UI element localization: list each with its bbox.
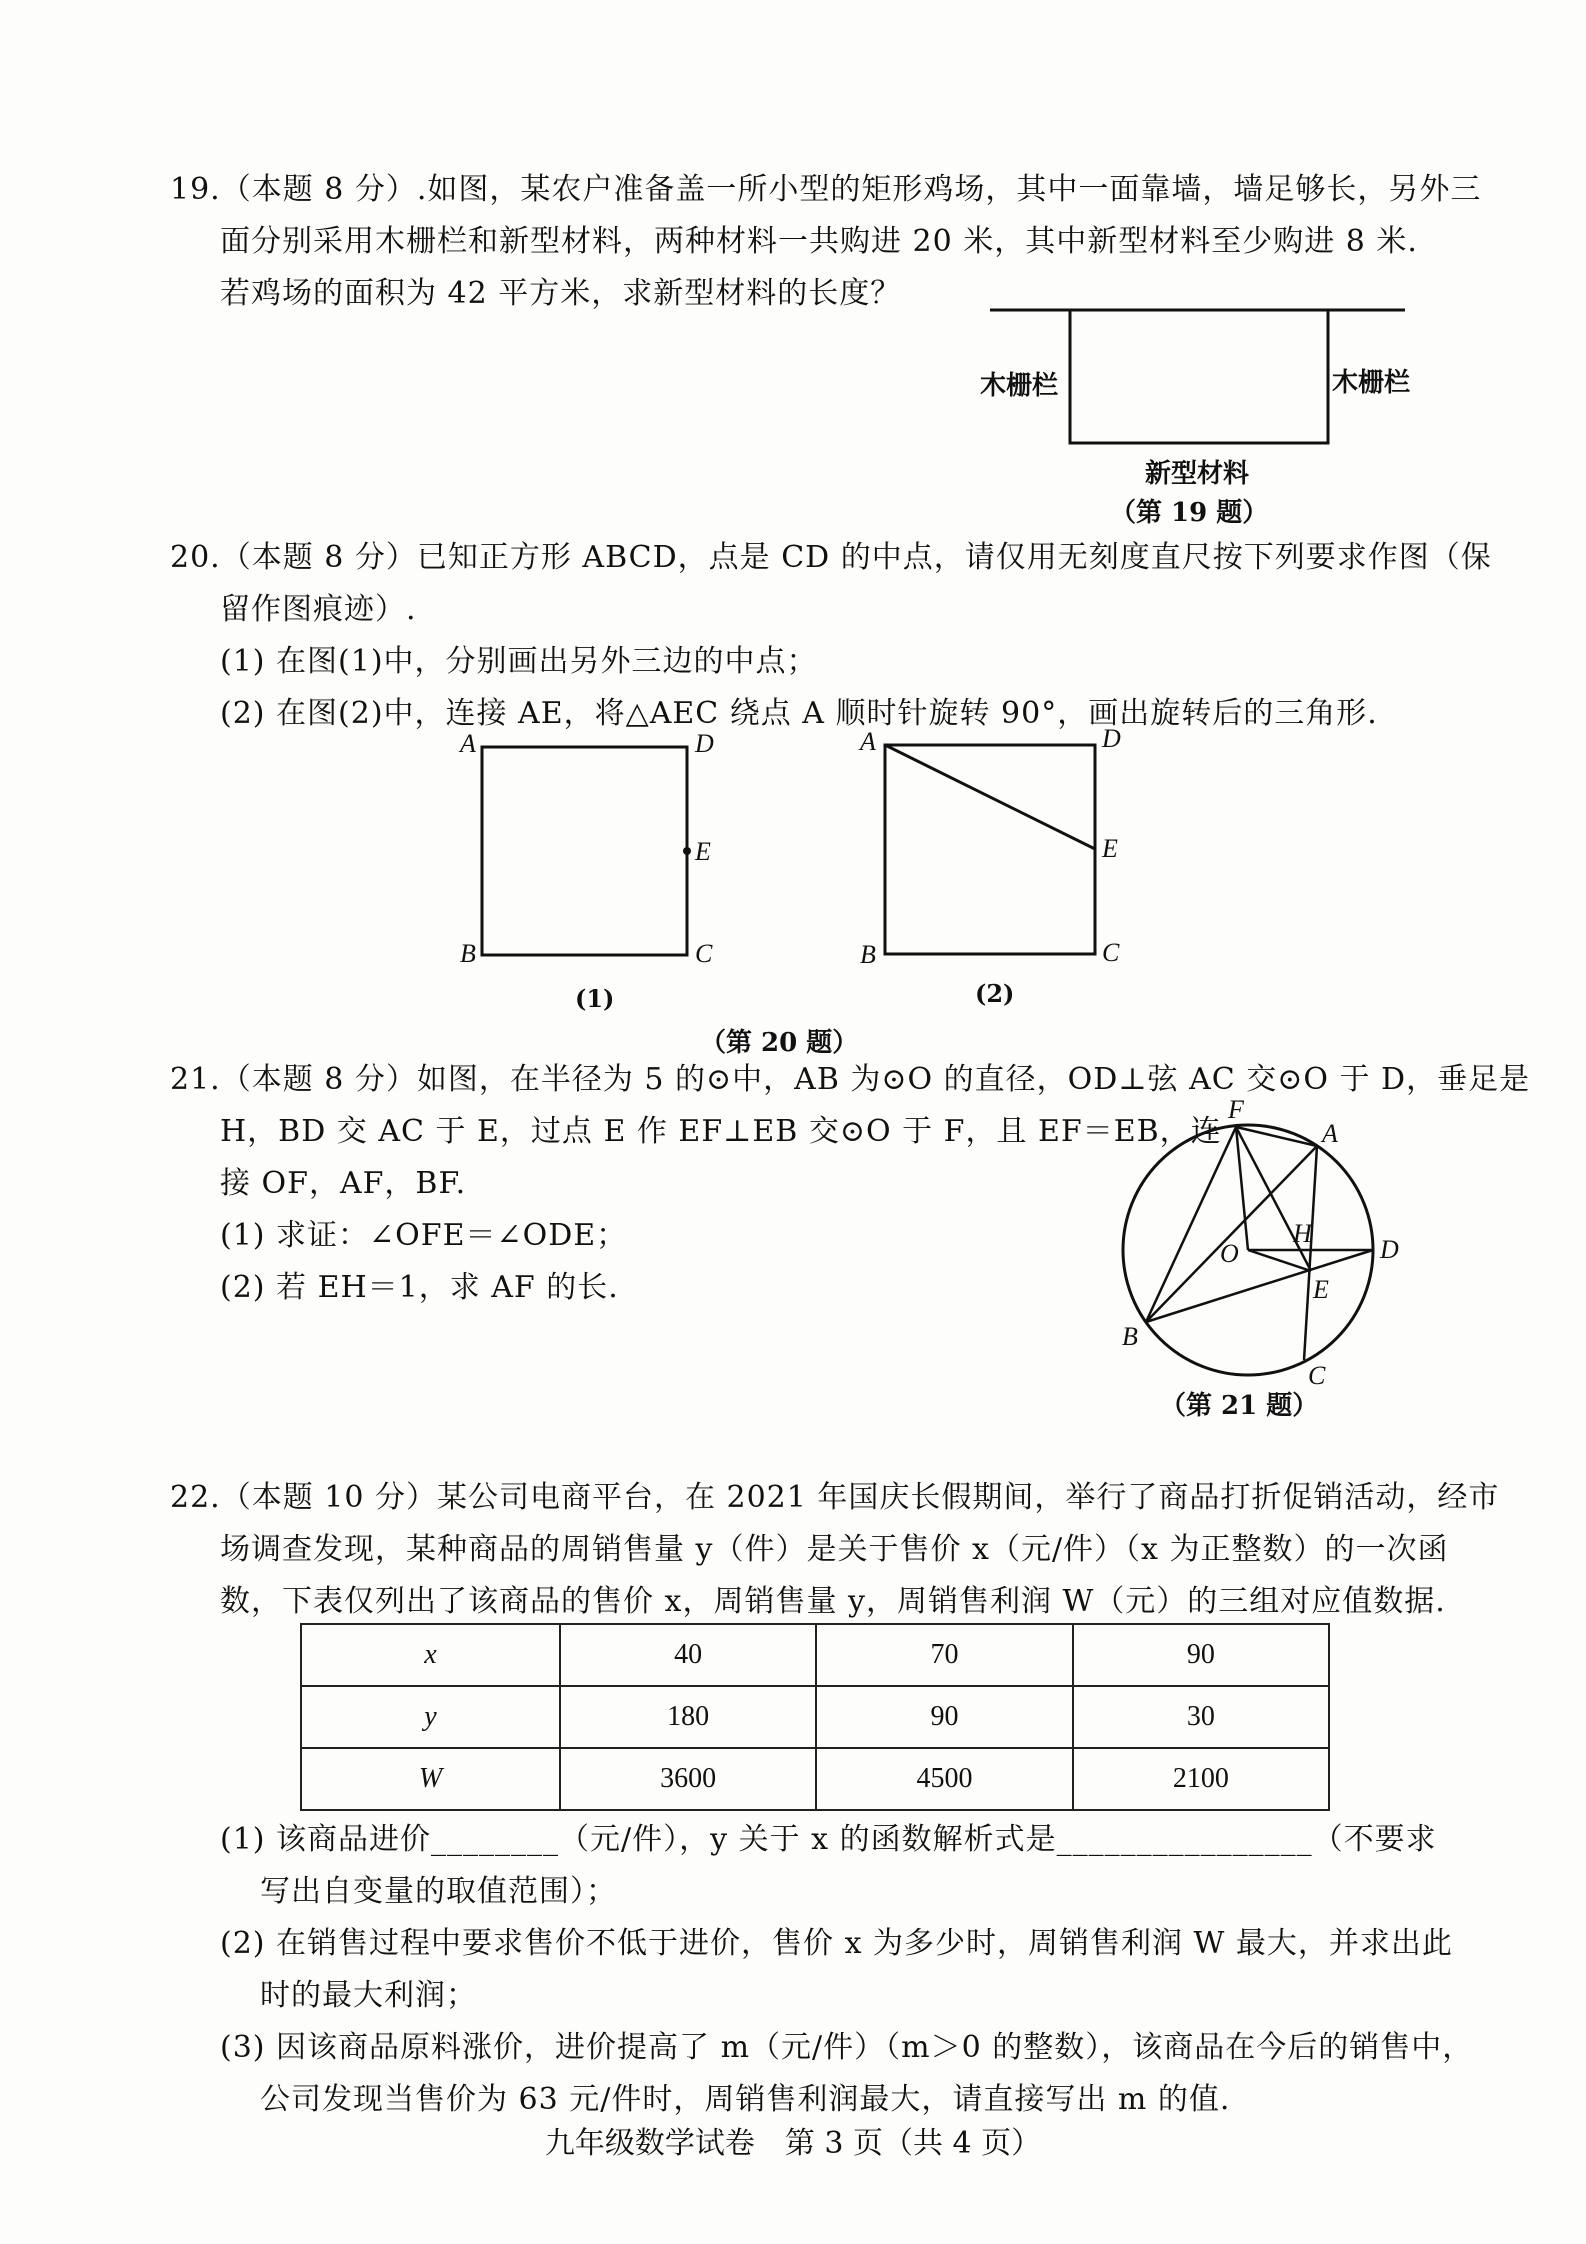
q21-caption: （第 21 题） (1160, 1391, 1319, 1421)
label-o: O (1220, 1239, 1239, 1268)
q20-figure-1 (450, 730, 730, 1030)
q19-left-label: 木栅栏 (980, 371, 1059, 401)
q19-bottom-label: 新型材料 (1145, 459, 1250, 489)
q19-right-label: 木栅栏 (1332, 368, 1411, 398)
table-cell: 40 (560, 1624, 816, 1686)
table-cell: 4500 (816, 1748, 1072, 1810)
q21-line-4: (1) 求证：∠OFE＝∠ODE； (220, 1218, 628, 1253)
q19-line-3: 若鸡场的面积为 42 平方米，求新型材料的长度？ (220, 276, 902, 311)
q21-figure (1090, 1090, 1420, 1390)
label-f: F (1228, 1095, 1244, 1124)
q19-line-2: 面分别采用木栅栏和新型材料，两种材料一共购进 20 米，其中新型材料至少购进 8 米. (220, 224, 1418, 259)
table-head-w: W (301, 1748, 560, 1810)
q22-table (300, 1623, 1330, 1811)
coop-rectangle (1070, 310, 1328, 443)
square-abcd-2 (885, 745, 1095, 954)
table-cell: 90 (1073, 1624, 1329, 1686)
q21-line-5: (2) 若 EH＝1，求 AF 的长. (220, 1270, 619, 1305)
label-c-1: C (695, 939, 713, 968)
label-b: B (1122, 1322, 1138, 1351)
square-abcd-1 (482, 747, 687, 955)
q19-figure (960, 295, 1420, 525)
q22-sub-1a: (1) 该商品进价________（元/件），y 关于 x 的函数解析式是________________（不要求 (220, 1822, 1437, 1857)
q20-line-2: 留作图痕迹）. (220, 592, 417, 627)
q22-sub-3b: 公司发现当售价为 63 元/件时，周销售利润最大，请直接写出 m 的值. (260, 2082, 1231, 2117)
q21-line-1: 21.（本题 8 分）如图，在半径为 5 的⊙中，AB 为⊙O 的直径，OD⊥弦 AC 交⊙O 于 D，垂足是 (170, 1062, 1531, 1097)
q20-figure-2 (850, 725, 1150, 1025)
label-e: E (1313, 1275, 1329, 1304)
table-row (301, 1748, 1329, 1810)
q22-line-3: 数，下表仅列出了该商品的售价 x，周销售量 y，周销售利润 W（元）的三组对应值数据. (220, 1584, 1446, 1619)
q22-sub-1b: 写出自变量的取值范围）； (260, 1874, 617, 1909)
label-d-2: D (1102, 725, 1121, 753)
point-e-1 (683, 847, 691, 855)
q20-line-1: 20.（本题 8 分）已知正方形 ABCD，点是 CD 的中点，请仅用无刻度直尺按下列要求作图（保 (170, 540, 1492, 575)
q22-sub-2b: 时的最大利润； (260, 1978, 477, 2013)
q21-line-2: H，BD 交 AC 于 E，过点 E 作 EF⊥EB 交⊙O 于 F，且 EF＝EB，连 (220, 1114, 1222, 1149)
segment-af (1236, 1127, 1317, 1146)
sub-label-1: (1) (575, 984, 615, 1013)
table-cell: 90 (816, 1686, 1072, 1748)
table-cell: 2100 (1073, 1748, 1329, 1810)
q22-sub-3a: (3) 因该商品原料涨价，进价提高了 m（元/件）（m＞0 的整数），该商品在今后的销售中， (220, 2030, 1474, 2065)
label-c: C (1308, 1361, 1326, 1390)
table-head-y: y (301, 1686, 560, 1748)
q22-line-2: 场调查发现，某种商品的周销售量 y（件）是关于售价 x（元/件）（x 为正整数）的一次函 (220, 1532, 1449, 1567)
segment-ac (1304, 1146, 1317, 1360)
label-a-2: A (860, 727, 876, 756)
table-cell: 30 (1073, 1686, 1329, 1748)
q20-line-3: (1) 在图(1)中，分别画出另外三边的中点； (220, 644, 818, 679)
q20-line-4: (2) 在图(2)中，连接 AE，将△AEC 绕点 A 顺时针旋转 90°，画出旋转后的三角形. (220, 696, 1378, 731)
table-row (301, 1686, 1329, 1748)
label-e-2: E (1102, 834, 1118, 863)
label-d-1: D (695, 730, 714, 758)
label-b-1: B (460, 939, 476, 968)
label-h: H (1293, 1219, 1312, 1248)
table-row (301, 1624, 1329, 1686)
q20-caption: （第 20 题） (700, 1028, 859, 1058)
segment-ae (885, 745, 1095, 849)
label-b-2: B (860, 940, 876, 969)
label-d: D (1380, 1235, 1399, 1264)
q19-line-1: 19.（本题 8 分）.如图，某农户准备盖一所小型的矩形鸡场，其中一面靠墙，墙足够长，另外三 (170, 172, 1482, 207)
page-footer: 九年级数学试卷 第 3 页（共 4 页） (544, 2126, 1042, 2161)
label-a-1: A (460, 730, 476, 758)
table-head-x: x (301, 1624, 560, 1686)
table-cell: 3600 (560, 1748, 816, 1810)
q22-sub-2a: (2) 在销售过程中要求售价不低于进价，售价 x 为多少时，周销售利润 W 最大，并求出此 (220, 1926, 1453, 1961)
label-a: A (1322, 1119, 1338, 1148)
q22-line-1: 22.（本题 10 分）某公司电商平台，在 2021 年国庆长假期间，举行了商品打折促销活动，经市 (170, 1480, 1500, 1515)
sub-label-2: (2) (975, 979, 1015, 1008)
q19-caption: （第 19 题） (1110, 498, 1269, 528)
segment-bf (1146, 1127, 1236, 1322)
table-cell: 180 (560, 1686, 816, 1748)
label-c-2: C (1102, 938, 1120, 967)
label-e-1: E (695, 837, 711, 866)
table-cell: 70 (816, 1624, 1072, 1686)
q21-line-3: 接 OF，AF，BF. (220, 1166, 467, 1201)
